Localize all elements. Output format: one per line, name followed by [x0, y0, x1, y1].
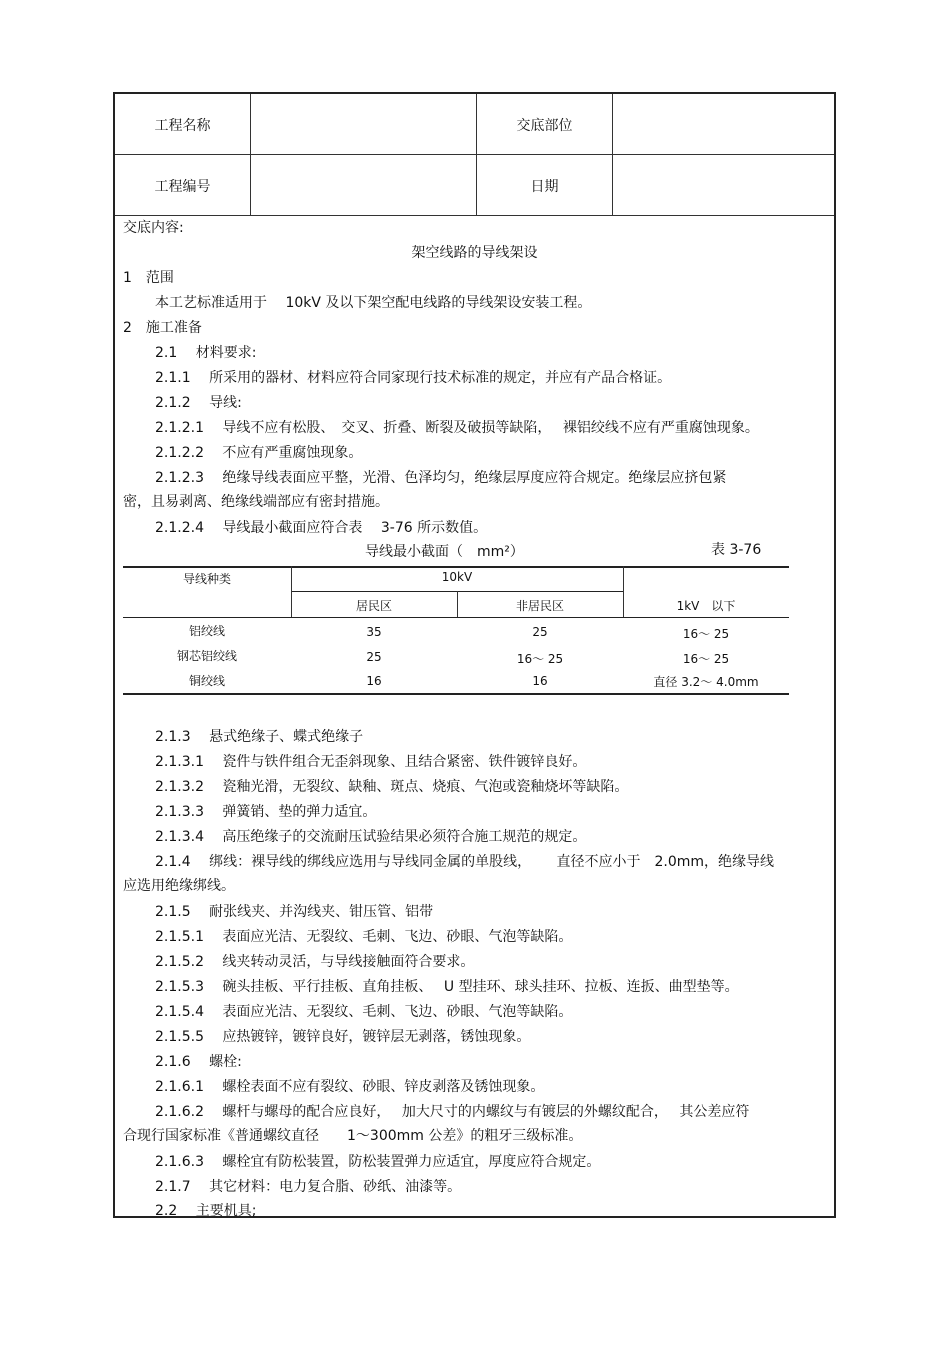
table-cell: 16～ 25 — [682, 652, 730, 666]
paragraph: 2.1.5.4 表面应光洁、无裂纹、毛刺、飞边、砂眼、气泡等缺陷。 — [155, 1004, 573, 1020]
table-number: 表 3-76 — [711, 542, 762, 558]
paragraph: 2.1.5 耐张线夹、并沟线夹、钳压管、铝带 — [155, 904, 434, 920]
paragraph: 2.1.5.5 应热镀锌，镀锌良好，镀锌层无剥落，锈蚀现象。 — [155, 1029, 531, 1045]
document-frame — [113, 92, 836, 1218]
table-cell: 25 — [366, 650, 382, 664]
project-name-value — [251, 94, 476, 155]
section-heading: 1 范围 — [123, 270, 174, 286]
table-cell-type: 铜绞线 — [188, 674, 225, 688]
paragraph: 2.1.5.3 碗头挂板、平行挂板、直角挂板、 U 型挂环、球头挂环、拉板、连扳、曲型垫等。 — [155, 979, 739, 995]
table-cell: 25 — [532, 625, 548, 639]
table-cell: 16 — [366, 674, 382, 688]
handover-part-value — [613, 94, 836, 155]
table-cell: 35 — [366, 625, 382, 639]
content-label: 交底内容: — [123, 220, 184, 236]
paragraph: 2.1.3.3 弹簧销、垫的弹力适宜。 — [155, 804, 377, 820]
paragraph: 2.1.6 螺栓: — [155, 1054, 242, 1070]
paragraph: 2.2 主要机具; — [155, 1203, 257, 1219]
handover-part-label: 交底部位 — [516, 117, 573, 134]
paragraph: 2.1.2.4 导线最小截面应符合表 3-76 所示数值。 — [155, 520, 488, 536]
table-rule — [123, 566, 789, 568]
date-value — [613, 155, 836, 216]
paragraph: 2.1.6.3 螺栓宜有防松装置，防松装置弹力应适宜，厚度应符合规定。 — [155, 1154, 601, 1170]
paragraph: 2.1.5.2 线夹转动灵活，与导线接触面符合要求。 — [155, 954, 475, 970]
paragraph: 密，且易剥离、绝缘线端部应有密封措施。 — [123, 494, 389, 510]
col-header-type: 导线种类 — [182, 572, 231, 586]
section-heading: 2 施工准备 — [123, 320, 202, 336]
col-header-1kv: 1kV 以下 — [676, 599, 736, 613]
table-cell: 直径 3.2～ 4.0mm — [653, 675, 759, 689]
document-title: 架空线路的导线架设 — [411, 245, 538, 261]
paragraph: 2.1.6.1 螺栓表面不应有裂纹、砂眼、锌皮剥落及锈蚀现象。 — [155, 1079, 545, 1095]
table-cell: 16～ 25 — [516, 652, 564, 666]
table-cell: 16 — [532, 674, 548, 688]
paragraph: 应选用绝缘绑线。 — [123, 878, 235, 894]
col-header-10kv: 10kV — [441, 570, 473, 584]
col-header-nonresident: 非居民区 — [515, 599, 564, 613]
project-no-label: 工程编号 — [154, 178, 211, 195]
table-caption: 导线最小截面（ mm²） — [365, 544, 524, 560]
paragraph: 2.1.2.2 不应有严重腐蚀现象。 — [155, 445, 363, 461]
table-rule — [123, 693, 789, 695]
table-cell-type: 钢芯铝绞线 — [176, 649, 237, 663]
date-label: 日期 — [530, 178, 559, 195]
col-header-resident: 居民区 — [355, 599, 392, 613]
paragraph: 2.1.3 悬式绝缘子、蝶式绝缘子 — [155, 729, 364, 745]
paragraph: 2.1.4 绑线：裸导线的绑线应选用与导线同金属的单股线， 直径不应小于 2.0mm，绝缘导线 — [155, 854, 775, 870]
table-rule — [123, 617, 789, 618]
table-cell-type: 铝绞线 — [188, 624, 225, 638]
paragraph: 2.1.5.1 表面应光洁、无裂纹、毛刺、飞边、砂眼、气泡等缺陷。 — [155, 929, 573, 945]
paragraph: 2.1.3.1 瓷件与铁件组合无歪斜现象、且结合紧密、铁件镀锌良好。 — [155, 754, 587, 770]
paragraph: 2.1.2 导线: — [155, 395, 242, 411]
paragraph: 合现行国家标准《普通螺纹直径 1～300mm 公差》的粗牙三级标准。 — [123, 1128, 583, 1144]
table-cell: 16～ 25 — [682, 627, 730, 641]
project-no-value — [251, 155, 476, 216]
paragraph: 2.1.1 所采用的器材、材料应符合同家现行技术标准的规定，并应有产品合格证。 — [155, 370, 672, 386]
paragraph: 2.1.3.2 瓷釉光滑，无裂纹、缺釉、斑点、烧痕、气泡或瓷釉烧坏等缺陷。 — [155, 779, 629, 795]
paragraph: 2.1.2.3 绝缘导线表面应平整，光滑、色泽均匀，绝缘层厚度应符合规定。绝缘层应挤包紧 — [155, 470, 727, 486]
paragraph: 2.1.6.2 螺杆与螺母的配合应良好， 加大尺寸的内螺纹与有镀层的外螺纹配合， 其公差应符 — [155, 1104, 750, 1120]
paragraph: 本工艺标准适用于 10kV 及以下架空配电线路的导线架设安装工程。 — [155, 295, 592, 311]
paragraph: 2.1.3.4 高压绝缘子的交流耐压试验结果必须符合施工规范的规定。 — [155, 829, 587, 845]
paragraph: 2.1 材料要求: — [155, 345, 257, 361]
paragraph: 2.1.7 其它材料：电力复合脂、砂纸、油漆等。 — [155, 1179, 462, 1195]
min-section-table — [123, 566, 789, 694]
paragraph: 2.1.2.1 导线不应有松股、 交叉、折叠、断裂及破损等缺陷， 裸铝绞线不应有严重腐蚀现象。 — [155, 420, 759, 436]
project-name-label: 工程名称 — [154, 117, 211, 134]
